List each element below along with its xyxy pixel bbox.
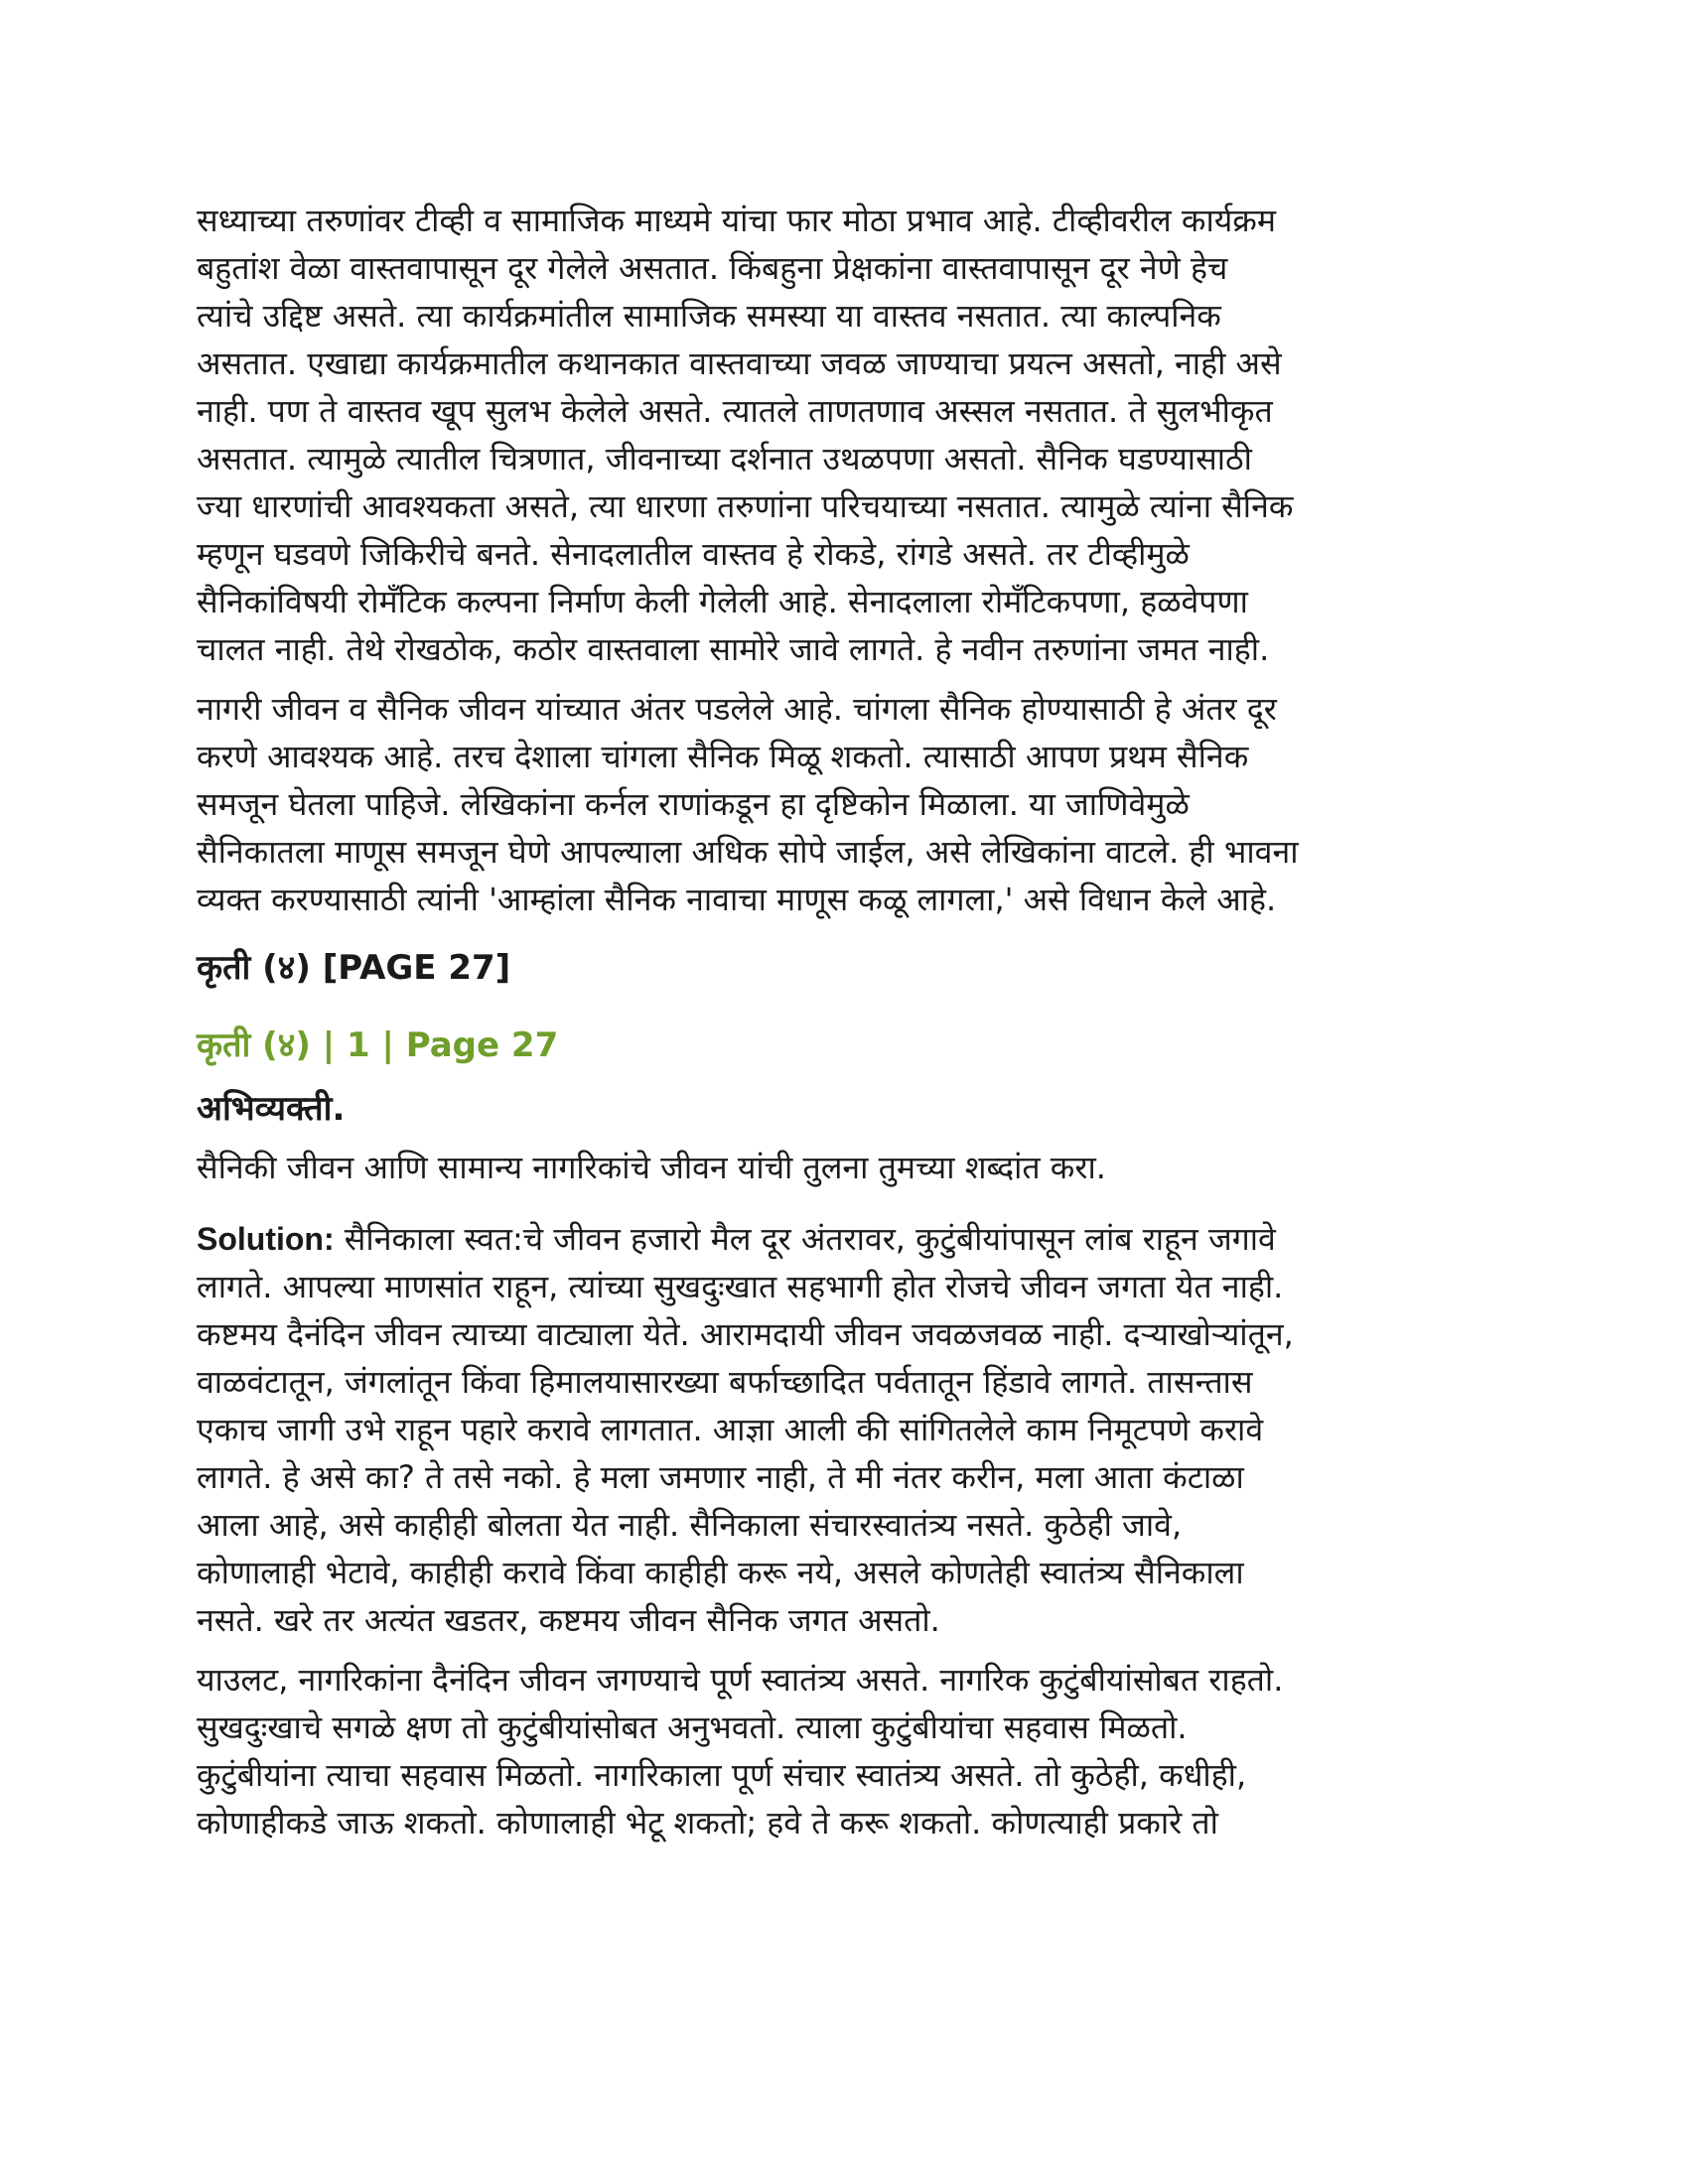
text-line: एकाच जागी उभे राहून पहारे करावे लागतात. आज्ञा आली की सांगितलेले काम निमूटपणे करावे xyxy=(197,1411,1264,1448)
text-line: व्यक्त करण्यासाठी त्यांनी 'आम्हांला सैनिक नावाचा माणूस कळू लागला,' असे विधान केले आहे. xyxy=(197,881,1277,918)
question-type-heading: अभिव्यक्ती. xyxy=(197,1089,346,1129)
document-page xyxy=(197,197,1507,1858)
text-line: ज्या धारणांची आवश्यकता असते, त्या धारणा तरुणांना परिचयाच्या नसतात. त्यामुळे त्यांना सैनिक xyxy=(197,487,1294,525)
text-line: नाही. पण ते वास्तव खूप सुलभ केलेले असते. त्यातले ताणतणाव अस्सल नसतात. ते सुलभीकृत xyxy=(197,392,1273,430)
text-line: कोणाहीकडे जाऊ शकतो. कोणालाही भेटू शकतो; हवे ते करू शकतो. कोणत्याही प्रकारे तो xyxy=(197,1804,1218,1842)
text-line: लागते. हे असे का? ते तसे नको. हे मला जमणार नाही, ते मी नंतर करीन, मला आता कंटाळा xyxy=(197,1458,1244,1496)
text-line: नसते. खरे तर अत्यंत खडतर, कष्टमय जीवन सैनिक जगत असतो. xyxy=(197,1601,940,1639)
text-line: कुटुंबीयांना त्याचा सहवास मिळतो. नागरिकाला पूर्ण संचार स्वातंत्र्य असते. तो कुठेही, कधीही, xyxy=(197,1756,1247,1794)
text-line: वाळवंटातून, जंगलांतून किंवा हिमालयासारख्या बर्फाच्छादित पर्वतातून हिंडावे लागते. तासन्तास xyxy=(197,1363,1253,1401)
text-line: सैनिकांविषयी रोमँटिक कल्पना निर्माण केली गेलेली आहे. सेनादलाला रोमँटिकपणा, हळवेपणा xyxy=(197,583,1248,620)
text-line: नागरी जीवन व सैनिक जीवन यांच्यात अंतर पडलेले आहे. चांगला सैनिक होण्यासाठी हे अंतर दूर xyxy=(197,690,1277,728)
text-line: असतात. एखाद्या कार्यक्रमातील कथानकात वास्तवाच्या जवळ जाण्याचा प्रयत्न असतो, नाही असे xyxy=(197,344,1282,382)
question-text: सैनिकी जीवन आणि सामान्य नागरिकांचे जीवन यांची तुलना तुमच्या शब्दांत करा. xyxy=(197,1149,1106,1186)
text-line: चालत नाही. तेथे रोखठोक, कठोर वास्तवाला सामोरे जावे लागते. हे नवीन तरुणांना जमत नाही. xyxy=(197,630,1270,668)
solution-paragraph xyxy=(197,1215,1507,1644)
paragraph-civil-military-gap xyxy=(197,685,1507,923)
paragraph-youth-tv-influence xyxy=(197,197,1507,673)
text-line: सुखदुःखाचे सगळे क्षण तो कुटुंबीयांसोबत अनुभवतो. त्याला कुटुंबीयांचा सहवास मिळतो. xyxy=(197,1708,1188,1746)
question-reference-heading: कृती (४) | 1 | Page 27 xyxy=(197,1025,559,1065)
text-line: करणे आवश्यक आहे. तरच देशाला चांगला सैनिक मिळू शकतो. त्यासाठी आपण प्रथम सैनिक xyxy=(197,738,1249,775)
text-line xyxy=(197,1215,1507,1263)
text-line: त्यांचे उद्दिष्ट असते. त्या कार्यक्रमांतील सामाजिक समस्या या वास्तव नसतात. त्या काल्पनिक xyxy=(197,297,1221,335)
text-line: आला आहे, असे काहीही बोलता येत नाही. सैनिकाला संचारस्वातंत्र्य नसते. कुठेही जावे, xyxy=(197,1506,1183,1544)
paragraph-civilian-life xyxy=(197,1656,1507,1846)
text-line: असतात. त्यामुळे त्यातील चित्रणात, जीवनाच्या दर्शनात उथळपणा असतो. सैनिक घडण्यासाठी xyxy=(197,440,1252,478)
text-line: याउलट, नागरिकांना दैनंदिन जीवन जगण्याचे पूर्ण स्वातंत्र्य असते. नागरिक कुटुंबीयांसोबत राहतो. xyxy=(197,1661,1284,1699)
section-heading: कृती (४) [PAGE 27] xyxy=(197,948,511,988)
text-line: बहुतांश वेळा वास्तवापासून दूर गेलेले असतात. किंबहुना प्रेक्षकांना वास्तवापासून दूर नेणे हेच xyxy=(197,249,1228,287)
text-line: सध्याच्या तरुणांवर टीव्ही व सामाजिक माध्यमे यांचा फार मोठा प्रभाव आहे. टीव्हीवरील कार्यक्रम xyxy=(197,202,1277,239)
text-line: कोणालाही भेटावे, काहीही करावे किंवा काहीही करू नये, असले कोणतेही स्वातंत्र्य सैनिकाला xyxy=(197,1554,1244,1591)
text-line: समजून घेतला पाहिजे. लेखिकांना कर्नल राणांकडून हा दृष्टिकोन मिळाला. या जाणिवेमुळे xyxy=(197,785,1190,823)
text-line: लागते. आपल्या माणसांत राहून, त्यांच्या सुखदुःखात सहभागी होत रोजचे जीवन जगता येत नाही. xyxy=(197,1268,1284,1305)
solution-first-line: सैनिकाला स्वत:चे जीवन हजारो मैल दूर अंतरावर, कुटुंबीयांपासून लांब राहून जगावे xyxy=(334,1220,1276,1258)
solution-label: Solution: xyxy=(197,1221,335,1257)
text-line: सैनिकातला माणूस समजून घेणे आपल्याला अधिक सोपे जाईल, असे लेखिकांना वाटले. ही भावना xyxy=(197,833,1299,871)
text-line: म्हणून घडवणे जिकिरीचे बनते. सेनादलातील वास्तव हे रोकडे, रांगडे असते. तर टीव्हीमुळे xyxy=(197,535,1190,573)
text-line: कष्टमय दैनंदिन जीवन त्याच्या वाट्याला येते. आरामदायी जीवन जवळजवळ नाही. दऱ्याखोऱ्यांतून, xyxy=(197,1315,1294,1353)
